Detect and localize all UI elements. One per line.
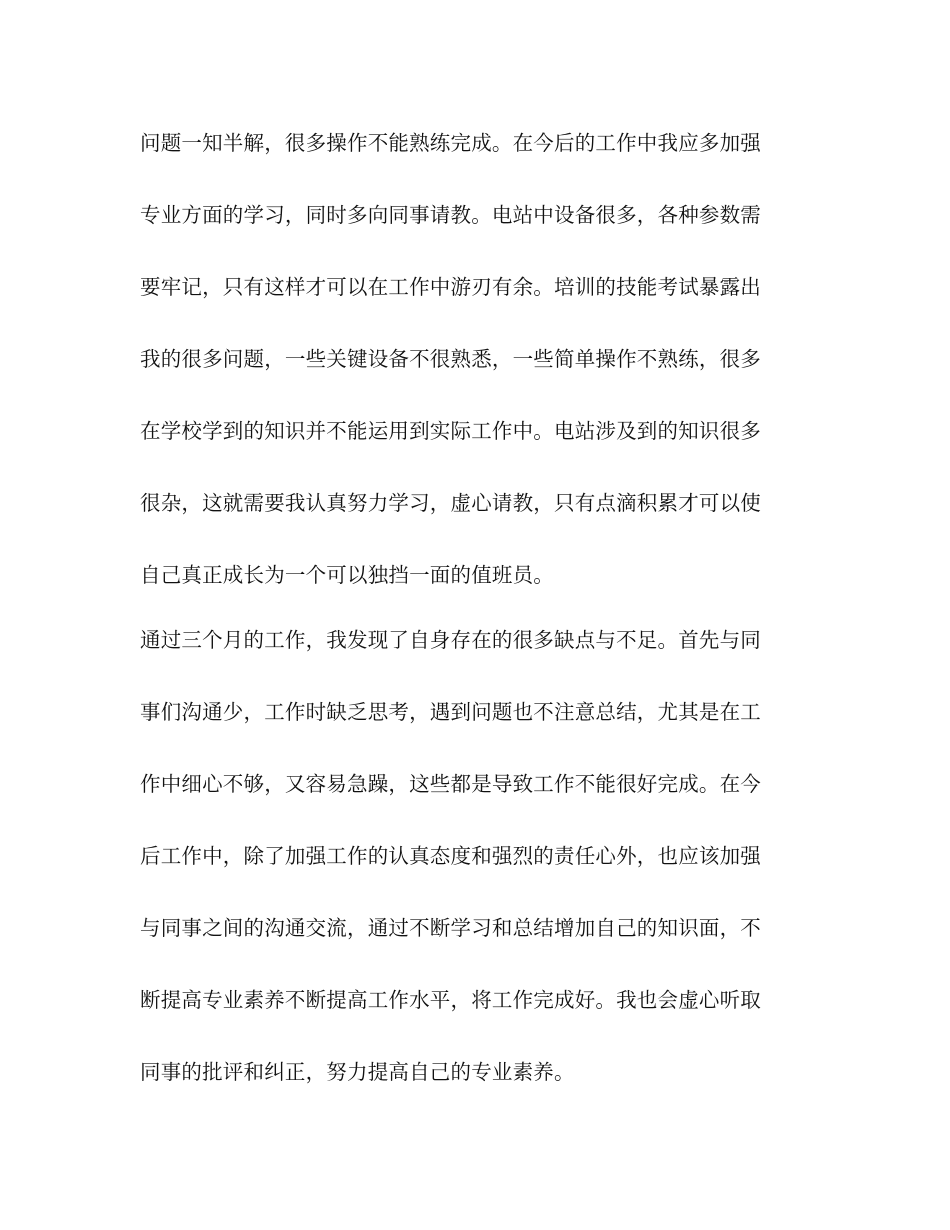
- paragraph-2: [140, 604, 800, 1108]
- text-line: 自己真正成长为一个可以独挡一面的值班员。: [140, 563, 554, 587]
- text-line: 后工作中，除了加强工作的认真态度和强烈的责任心外，也应该加强: [140, 844, 761, 868]
- text-line: 在学校学到的知识并不能运用到实际工作中。电站涉及到的知识很多: [140, 419, 761, 443]
- text-line: 通过三个月的工作，我发现了自身存在的很多缺点与不足。首先与同: [140, 628, 761, 652]
- paragraph-1: [140, 107, 800, 611]
- text-line: 与同事之间的沟通交流，通过不断学习和总结增加自己的知识面，不: [140, 916, 761, 940]
- text-line: 我的很多问题，一些关键设备不很熟悉，一些简单操作不熟练，很多: [140, 347, 761, 371]
- text-line: 要牢记，只有这样才可以在工作中游刃有余。培训的技能考试暴露出: [140, 275, 761, 299]
- text-line: 问题一知半解，很多操作不能熟练完成。在今后的工作中我应多加强: [140, 131, 761, 155]
- text-line: 同事的批评和纠正，努力提高自己的专业素养。: [140, 1060, 575, 1084]
- text-line: 事们沟通少，工作时缺乏思考，遇到问题也不注意总结，尤其是在工: [140, 700, 761, 724]
- text-line: 作中细心不够，又容易急躁，这些都是导致工作不能很好完成。在今: [140, 772, 761, 796]
- text-line: 专业方面的学习，同时多向同事请教。电站中设备很多，各种参数需: [140, 203, 761, 227]
- text-line: 断提高专业素养不断提高工作水平，将工作完成好。我也会虚心听取: [140, 988, 761, 1012]
- text-line: 很杂，这就需要我认真努力学习，虚心请教，只有点滴积累才可以使: [140, 491, 761, 515]
